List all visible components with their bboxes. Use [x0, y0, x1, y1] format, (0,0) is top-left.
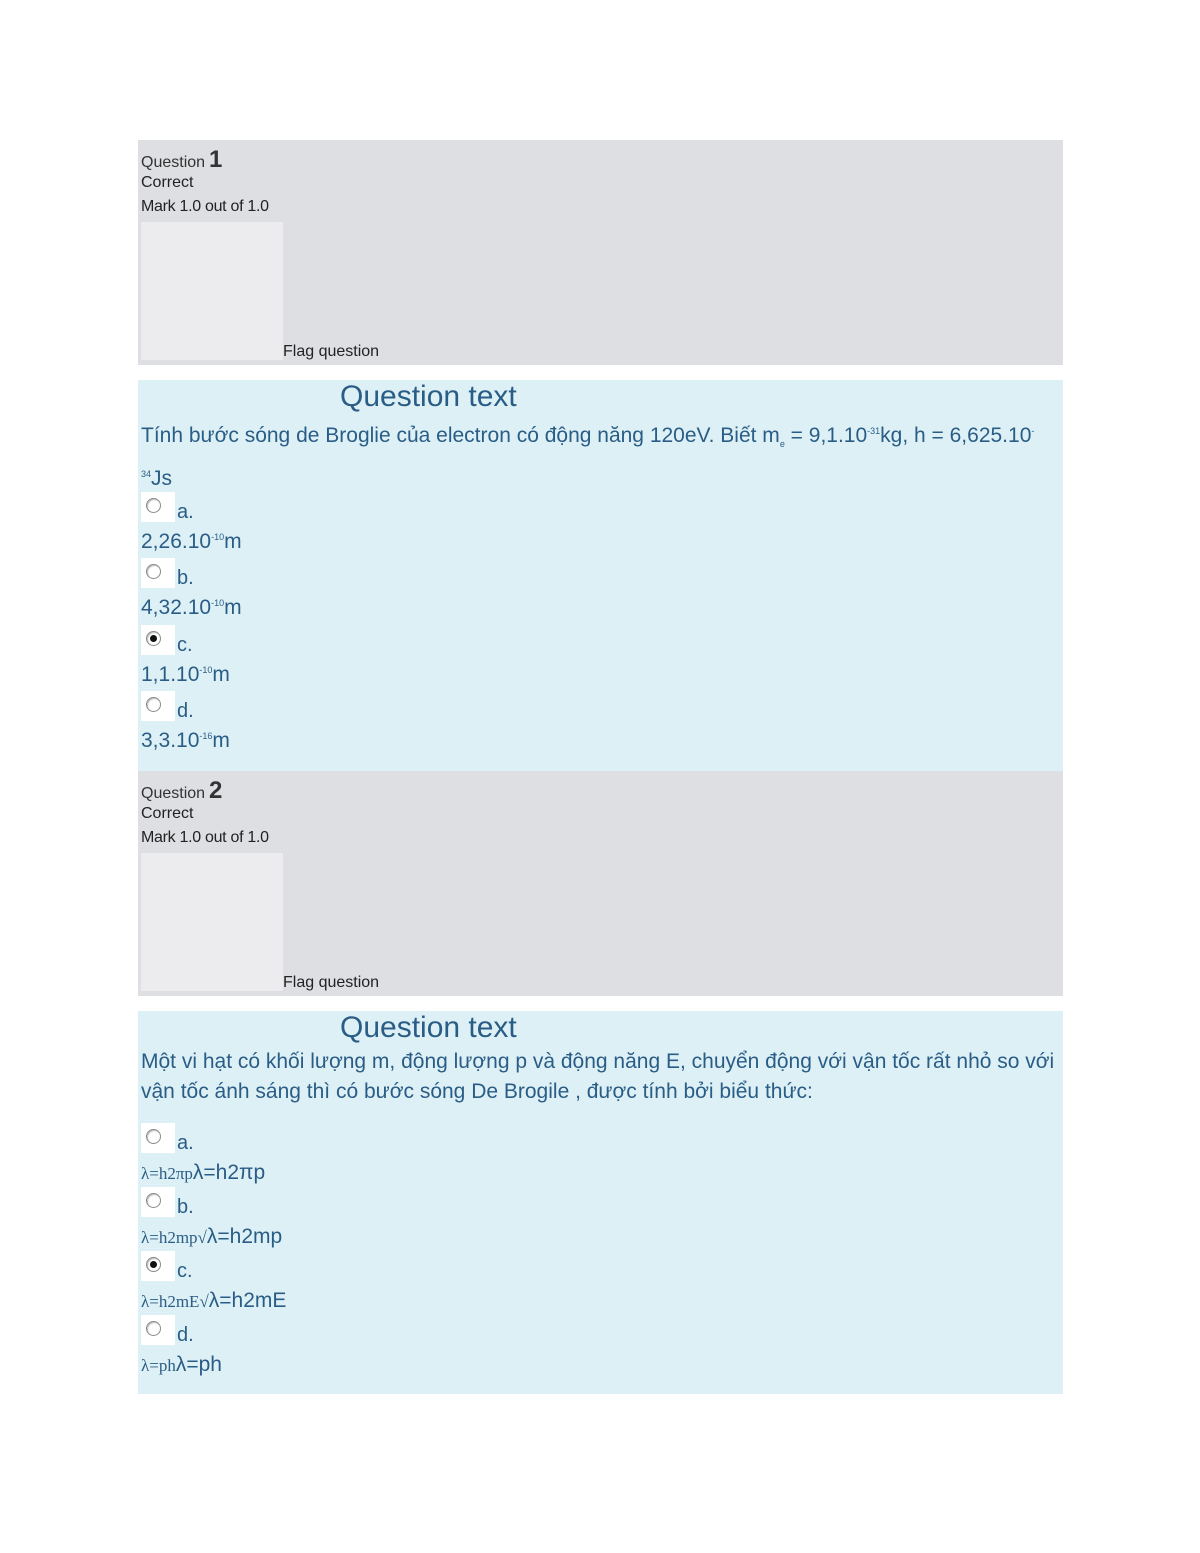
question-text-part: = 9,1.10	[784, 424, 868, 447]
radio-icon[interactable]	[146, 1129, 161, 1144]
option-text	[141, 1289, 286, 1313]
option-unit: m	[212, 729, 230, 752]
flag-question-link[interactable]: Flag question	[283, 343, 380, 360]
radio-icon[interactable]	[146, 498, 161, 513]
question-text: Một vi hạt có khối lượng m, động lượng p và động năng E, chuyển động với vận tốc rất nhỏ so với vận tốc ánh sáng thì có bước sóng De Brogile , được tính bởi biểu thức:	[141, 1050, 1055, 1103]
question-1-content	[138, 380, 1063, 773]
radio-icon[interactable]	[146, 564, 161, 579]
question-text-sub: e	[779, 439, 785, 450]
option-text	[141, 1225, 282, 1249]
question-state: Correct	[141, 805, 194, 822]
option-value: 4,32.10	[141, 596, 212, 619]
question-label: Question	[141, 785, 206, 802]
option-plain: λ=h2mE	[208, 1289, 287, 1312]
question-text-heading: Question text	[340, 1011, 517, 1044]
option-letter: d.	[177, 1324, 194, 1346]
option-math: λ=h2mE√	[141, 1292, 209, 1311]
option-plain: λ=h2mp	[206, 1225, 283, 1248]
option-text	[141, 1353, 222, 1377]
option-text	[141, 530, 242, 554]
question-state: Correct	[141, 174, 194, 191]
question-number-label	[141, 146, 222, 174]
radio-icon[interactable]	[146, 1321, 161, 1336]
question-2-info	[138, 771, 1063, 996]
option-text	[141, 729, 230, 753]
question-grade: Mark 1.0 out of 1.0	[141, 829, 269, 846]
question-text-heading: Question text	[340, 380, 517, 413]
option-value: 1,1.10	[141, 663, 200, 686]
question-text-exp: -34	[141, 426, 1035, 480]
option-letter: c.	[177, 1260, 193, 1282]
question-text-part: kg, h = 6,625.10	[880, 424, 1032, 447]
option-unit: m	[224, 530, 242, 553]
question-grade: Mark 1.0 out of 1.0	[141, 198, 269, 215]
radio-icon[interactable]	[146, 697, 161, 712]
radio-button[interactable]	[141, 1123, 175, 1153]
option-math: λ=ph	[141, 1356, 176, 1375]
radio-button[interactable]	[141, 492, 175, 522]
option-letter: a.	[177, 501, 194, 523]
option-exp: -10	[211, 532, 225, 542]
question-text-part: Js	[151, 467, 173, 491]
flag-icon[interactable]	[141, 853, 283, 991]
option-value: 2,26.10	[141, 530, 212, 553]
question-1-info	[138, 140, 1063, 365]
question-number: 2	[209, 777, 223, 804]
radio-button[interactable]	[141, 1251, 175, 1281]
option-text	[141, 1161, 265, 1185]
option-letter: b.	[177, 1196, 194, 1218]
option-letter: d.	[177, 700, 194, 722]
radio-button[interactable]	[141, 1315, 175, 1345]
option-exp: -10	[211, 598, 225, 608]
question-label: Question	[141, 154, 206, 171]
option-letter: b.	[177, 567, 194, 589]
radio-checked-icon[interactable]	[146, 1257, 161, 1272]
radio-button[interactable]	[141, 558, 175, 588]
option-plain: λ=h2πp	[192, 1161, 266, 1184]
question-number: 1	[209, 146, 223, 173]
question-text-part: Tính bước sóng de Broglie của electron có động năng 120eV. Biết m	[141, 424, 780, 447]
flag-icon[interactable]	[141, 222, 283, 360]
radio-button[interactable]	[141, 691, 175, 721]
option-letter: a.	[177, 1132, 194, 1154]
radio-button[interactable]	[141, 1187, 175, 1217]
radio-button[interactable]	[141, 625, 175, 655]
option-value: 3,3.10	[141, 729, 200, 752]
option-text	[141, 663, 230, 687]
option-exp: -10	[199, 665, 213, 675]
radio-icon[interactable]	[146, 1193, 161, 1208]
question-text-exp: -31	[867, 426, 881, 436]
question-2-content	[138, 1011, 1063, 1394]
option-math: λ=h2πp	[141, 1164, 193, 1183]
option-plain: λ=ph	[175, 1353, 222, 1376]
option-text	[141, 596, 242, 620]
option-unit: m	[224, 596, 242, 619]
option-letter: c.	[177, 634, 193, 656]
radio-checked-icon[interactable]	[146, 631, 161, 646]
option-exp: -16	[199, 731, 213, 741]
question-number-label	[141, 777, 222, 805]
option-math: λ=h2mp√	[141, 1228, 207, 1247]
option-unit: m	[212, 663, 230, 686]
question-text	[141, 416, 1061, 494]
flag-question-link[interactable]: Flag question	[283, 974, 380, 991]
